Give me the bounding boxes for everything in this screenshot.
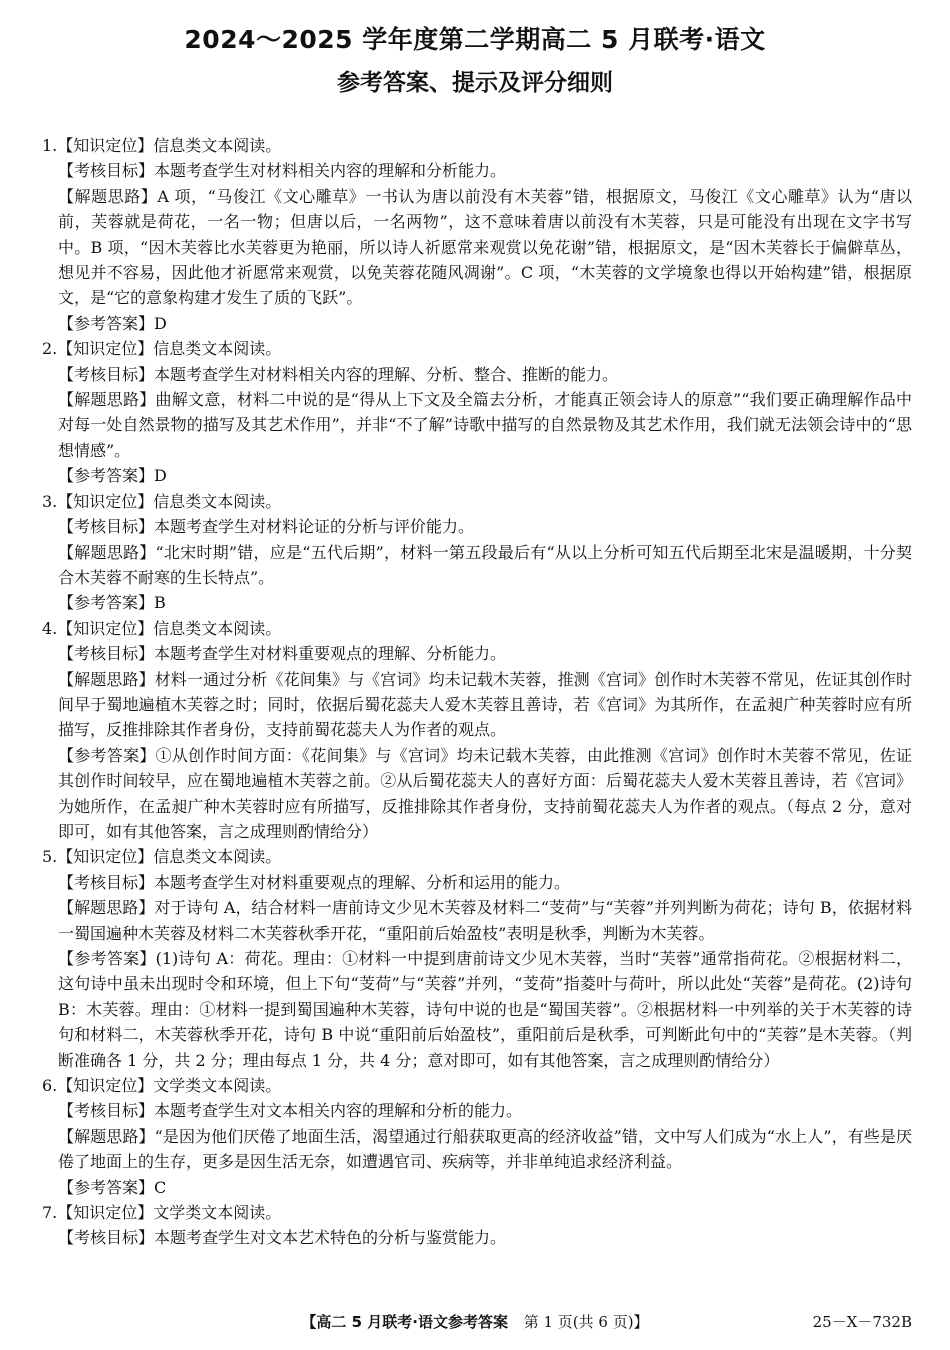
knowledge-location: 5.【知识定位】信息类文本阅读。 xyxy=(42,847,282,867)
knowledge-location: 6.【知识定位】文学类文本阅读。 xyxy=(42,1076,282,1096)
knowledge-location: 7.【知识定位】文学类文本阅读。 xyxy=(42,1203,282,1223)
reference-answer: 【参考答案】C xyxy=(58,1177,167,1197)
solution-analysis: 【解题思路】“北宋时期”错，应是“五代后期”，材料一第五段最后有“从以上分析可知五代后期至北宋是温暖期，十分契合木芙蓉不耐寒的生长特点”。 xyxy=(58,542,912,587)
question-5 xyxy=(42,844,912,1073)
question-3 xyxy=(42,489,912,616)
assessment-target: 【考核目标】本题考查学生对材料重要观点的理解、分析和运用的能力。 xyxy=(58,872,571,892)
solution-analysis: 【解题思路】A 项，“马俊江《文心雕草》一书认为唐以前没有木芙蓉”错，根据原文，马俊江《文心雕草》认为“唐以前，芙蓉就是荷花，一名一物；但唐以后，一名两物”，这不意味着唐以前没有木芙蓉，只是可能没有出现在文字书写中。B 项，“因木芙蓉比水芙蓉更为艳丽，所以诗人祈愿常来观赏以免花谢”错，根据原文，是“因木芙蓉长于偏僻草丛，想见并不容易，因此他才祈愿常来观赏，以免芙蓉花随风凋谢”。C 项，“木芙蓉的文学境象也得以开始构建”错，根据原文，是“它的意象构建才发生了质的飞跃”。 xyxy=(58,186,912,308)
assessment-target: 【考核目标】本题考查学生对材料重要观点的理解、分析能力。 xyxy=(58,644,507,664)
reference-answer: 【参考答案】D xyxy=(58,466,167,486)
document-code: 25－X－732B xyxy=(812,1313,912,1331)
knowledge-location: 4.【知识定位】信息类文本阅读。 xyxy=(42,618,282,638)
solution-analysis: 【解题思路】“是因为他们厌倦了地面生活，渴望通过行船获取更高的经济收益”错，文中写人们成为“水上人”，有些是厌倦了地面上的生存，更多是因生活无奈，如遭遇官司、疾病等，并非单纯追求经济利益。 xyxy=(58,1126,912,1172)
assessment-target: 【考核目标】本题考查学生对文本艺术特色的分析与鉴赏能力。 xyxy=(58,1228,507,1248)
question-6 xyxy=(42,1073,912,1200)
reference-answer: 【参考答案】①从创作时间方面：《花间集》与《宫词》均未记载木芙蓉，由此推测《宫词》创作时木芙蓉不常见，佐证其创作时间较早，应在蜀地遍植木芙蓉之前。②从后蜀花蕊夫人的喜好方面：后蜀花蕊夫人爱木芙蓉且善诗，若《宫词》为她所作，在孟昶广种木芙蓉时应有所描写，反推排除其作者身份，支持前蜀花蕊夫人为作者的观点。（每点 2 分，意对即可，如有其他答案，言之成理则酌情给分） xyxy=(58,745,912,841)
question-7 xyxy=(42,1200,912,1251)
knowledge-location: 2.【知识定位】信息类文本阅读。 xyxy=(42,339,282,359)
question-2 xyxy=(42,336,912,488)
question-1 xyxy=(42,133,912,336)
footer-title: 【高二 5 月联考·语文参考答案 第 1 页(共 6 页)】 xyxy=(301,1313,649,1331)
page-number: 第 1 页(共 6 页)】 xyxy=(523,1313,649,1331)
reference-answer: 【参考答案】B xyxy=(58,593,166,613)
assessment-target: 【考核目标】本题考查学生对材料相关内容的理解、分析、整合、推断的能力。 xyxy=(58,364,619,384)
assessment-target: 【考核目标】本题考查学生对材料论证的分析与评价能力。 xyxy=(58,517,475,537)
solution-analysis: 【解题思路】曲解文意，材料二中说的是“得从上下文及全篇去分析，才能真正领会诗人的原意”“我们要正确理解作品中对每一处自然景物的描写及其艺术作用”，并非“不了解”诗歌中描写的自然景物及其艺术作用，我们就无法领会诗中的“思想情感”。 xyxy=(58,390,912,460)
page-title: 2024～2025 学年度第二学期高二 5 月联考·语文 xyxy=(184,25,766,54)
page-subtitle: 参考答案、提示及评分细则 xyxy=(337,70,613,96)
assessment-target: 【考核目标】本题考查学生对文本相关内容的理解和分析的能力。 xyxy=(58,1101,523,1121)
reference-answer: 【参考答案】D xyxy=(58,313,167,333)
solution-analysis: 【解题思路】对于诗句 A，结合材料一唐前诗文少见木芙蓉及材料二“芰荷”与“芙蓉”并列判断为荷花；诗句 B，依据材料一蜀国遍种木芙蓉及材料二木芙蓉秋季开花，“重阳前后始盈枝”表明是秋季，判断为木芙蓉。 xyxy=(58,898,912,943)
question-4 xyxy=(42,616,912,845)
answer-content xyxy=(42,133,912,1251)
knowledge-location: 1.【知识定位】信息类文本阅读。 xyxy=(42,136,282,155)
assessment-target: 【考核目标】本题考查学生对材料相关内容的理解和分析能力。 xyxy=(58,161,507,181)
reference-answer: 【参考答案】(1)诗句 A：荷花。理由：①材料一中提到唐前诗文少见木芙蓉，当时“芙蓉”通常指荷花。②根据材料二，这句诗中虽未出现时令和环境，但上下句“芰荷”与“芙蓉”并列，“芰荷”指菱叶与荷叶，所以此处“芙蓉”是荷花。(2)诗句 B：木芙蓉。理由：①材料一提到蜀国遍种木芙蓉，诗句中说的也是“蜀国芙蓉”。②根据材料一中列举的关于木芙蓉的诗句和材料二，木芙蓉秋季开花，诗句 B 中说“重阳前后始盈枝”，重阳前后是秋季，可判断此句中的“芙蓉”是木芙蓉。（判断准确各 1 分，共 2 分；理由每点 1 分，共 4 分；意对即可，如有其他答案，言之成理则酌情给分） xyxy=(58,949,912,1070)
knowledge-location: 3.【知识定位】信息类文本阅读。 xyxy=(42,491,282,511)
solution-analysis: 【解题思路】材料一通过分析《花间集》与《宫词》均未记载木芙蓉，推测《宫词》创作时木芙蓉不常见，佐证其创作时间早于蜀地遍植木芙蓉之时；同时，依据后蜀花蕊夫人爱木芙蓉且善诗，若《宫词》为其所作，在孟昶广种芙蓉时应有所描写，反推排除其作者身份，支持前蜀花蕊夫人为作者的观点。 xyxy=(58,669,912,740)
